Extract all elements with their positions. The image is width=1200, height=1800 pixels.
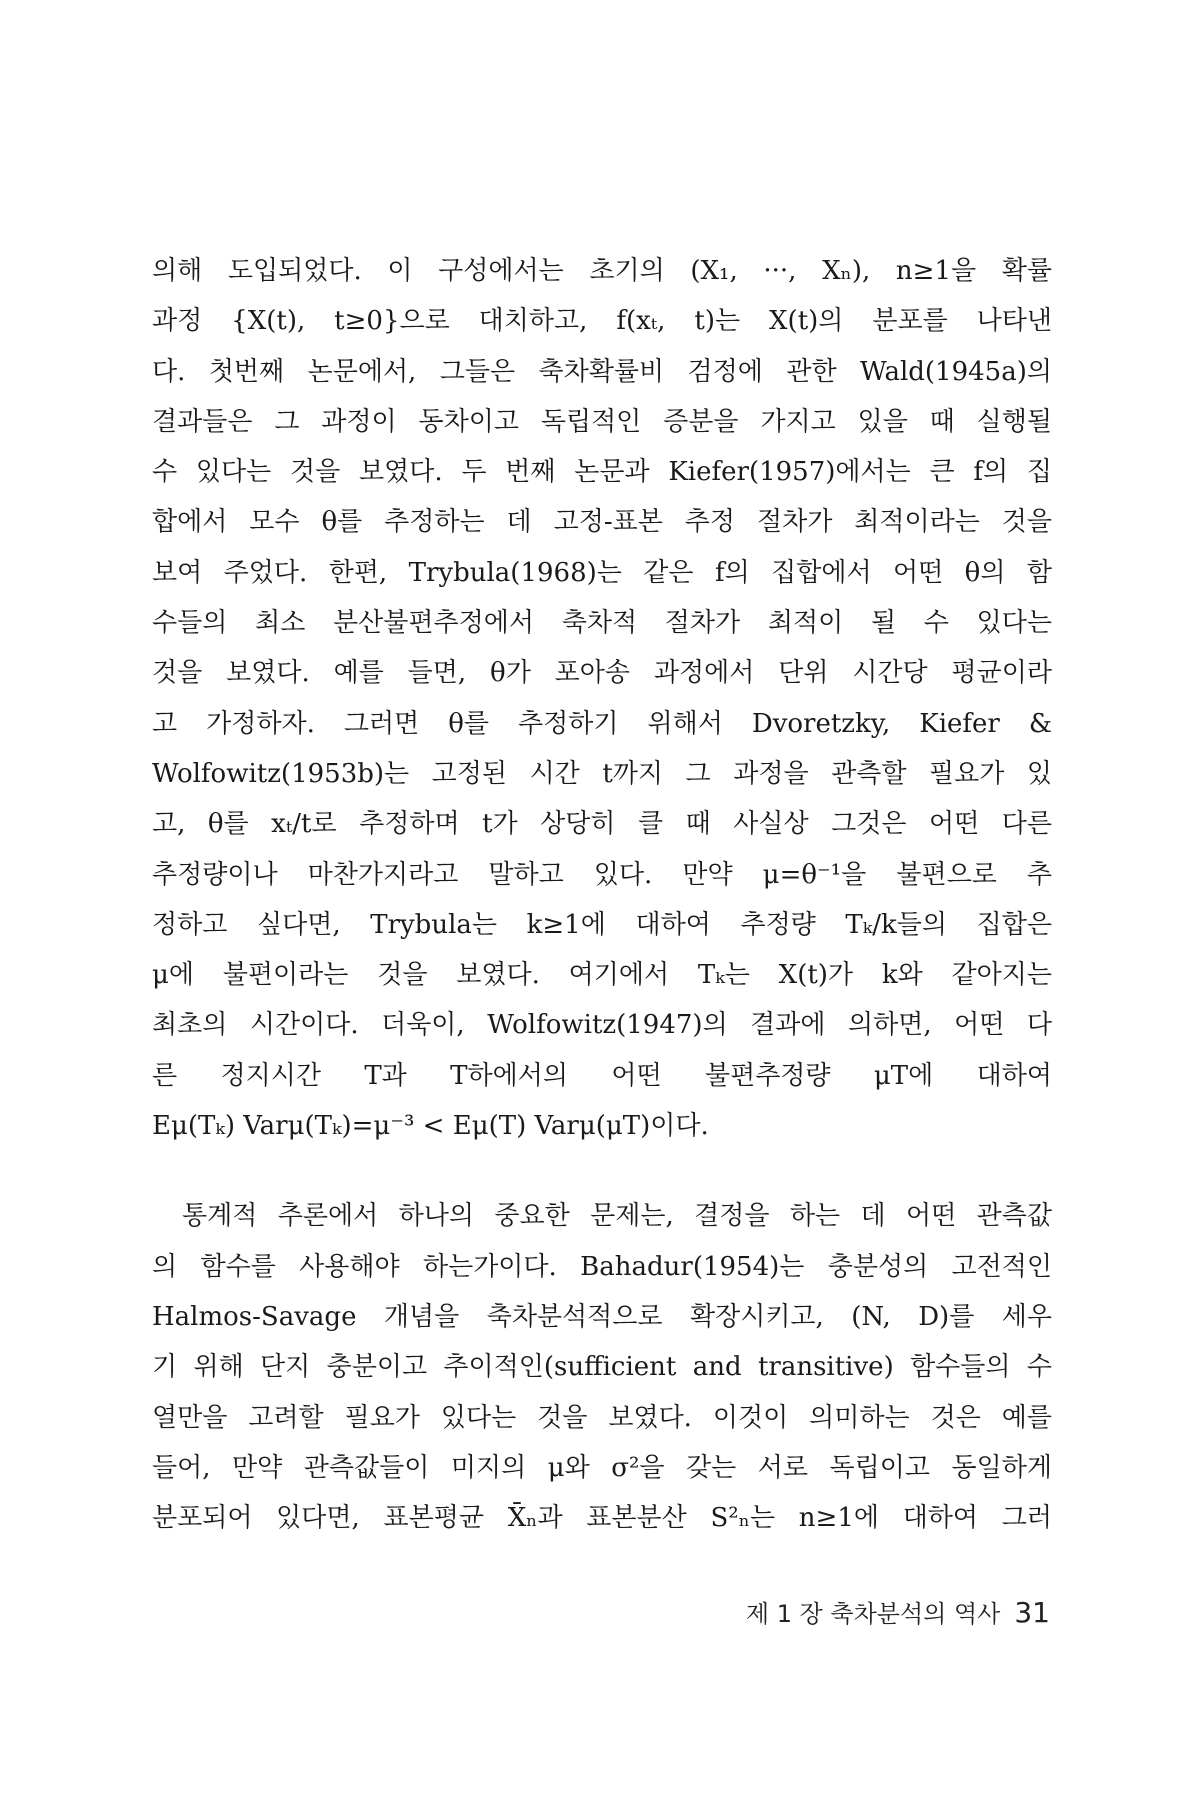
- text-line: 수들의 최소 분산불편추정에서 축차적 절차가 최적이 될 수 있다는: [152, 608, 1052, 639]
- text-line: Halmos-Savage 개념을 축차분석적으로 확장시키고, (N, D)를 세우: [152, 1301, 1052, 1332]
- text-line: 정하고 싶다면, Trybula는 k≥1에 대하여 추정량 Tₖ/k들의 집합은: [152, 909, 1052, 940]
- text-line: 다. 첫번째 논문에서, 그들은 축차확률비 검정에 관한 Wald(1945a)의: [152, 356, 1052, 387]
- text-line: 른 정지시간 T과 T하에서의 어떤 불편추정량 μT에 대하여: [152, 1060, 1052, 1091]
- text-line: 분포되어 있다면, 표본평균 X̄ₙ과 표본분산 S²ₙ는 n≥1에 대하여 그러: [152, 1503, 1052, 1534]
- text-line: 의해 도입되었다. 이 구성에서는 초기의 (X₁, ···, Xₙ), n≥1을 확률: [152, 256, 1052, 286]
- text-line: 과정 {X(t), t≥0}으로 대치하고, f(xₜ, t)는 X(t)의 분포를 나타낸: [152, 306, 1052, 337]
- text-line: 수 있다는 것을 보였다. 두 번째 논문과 Kiefer(1957)에서는 큰 f의 집: [152, 457, 1052, 488]
- text-line: 고 가정하자. 그러면 θ를 추정하기 위해서 Dvoretzky, Kiefer &: [152, 708, 1052, 739]
- text-line: 결과들은 그 과정이 동차이고 독립적인 증분을 가지고 있을 때 실행될: [152, 406, 1052, 437]
- text-line: 것을 보였다. 예를 들면, θ가 포아송 과정에서 단위 시간당 평균이라: [152, 658, 1052, 689]
- paragraph-1: [152, 246, 1052, 1151]
- text-line: 보여 주었다. 한편, Trybula(1968)는 같은 f의 집합에서 어떤 θ의 함: [152, 557, 1052, 588]
- text-line: 고, θ를 xₜ/t로 추정하며 t가 상당히 클 때 사실상 그것은 어떤 다른: [152, 809, 1052, 840]
- text-line: 합에서 모수 θ를 추정하는 데 고정-표본 추정 절차가 최적이라는 것을: [152, 507, 1052, 538]
- text-line: 통계적 추론에서 하나의 중요한 문제는, 결정을 하는 데 어떤 관측값: [182, 1201, 1052, 1232]
- body-text: [152, 246, 1052, 1543]
- text-line: 최초의 시간이다. 더욱이, Wolfowitz(1947)의 결과에 의하면, 어떤 다: [152, 1010, 1052, 1041]
- text-line: 의 함수를 사용해야 하는가이다. Bahadur(1954)는 충분성의 고전적인: [152, 1251, 1052, 1282]
- page-footer: [746, 1594, 1050, 1629]
- page-number: 31: [1014, 1596, 1050, 1629]
- text-line: 열만을 고려할 필요가 있다는 것을 보였다. 이것이 의미하는 것은 예를: [152, 1402, 1052, 1433]
- chapter-title: 제 1 장 축차분석의 역사: [745, 1600, 1001, 1628]
- text-line: μ에 불편이라는 것을 보였다. 여기에서 Tₖ는 X(t)가 k와 같아지는: [152, 960, 1052, 991]
- text-line: Eμ(Tₖ) Varμ(Tₖ)=μ⁻³ < Eμ(T) Varμ(μT)이다.: [152, 1111, 709, 1142]
- text-line: 추정량이나 마찬가지라고 말하고 있다. 만약 μ=θ⁻¹을 불편으로 추: [152, 859, 1052, 890]
- paragraph-2: [152, 1191, 1052, 1543]
- text-line: Wolfowitz(1953b)는 고정된 시간 t까지 그 과정을 관측할 필요가 있: [152, 758, 1052, 789]
- text-line: 기 위해 단지 충분이고 추이적인(sufficient and transitive) 함수들의 수: [152, 1352, 1052, 1383]
- text-line: 들어, 만약 관측값들이 미지의 μ와 σ²을 갖는 서로 독립이고 동일하게: [152, 1452, 1052, 1483]
